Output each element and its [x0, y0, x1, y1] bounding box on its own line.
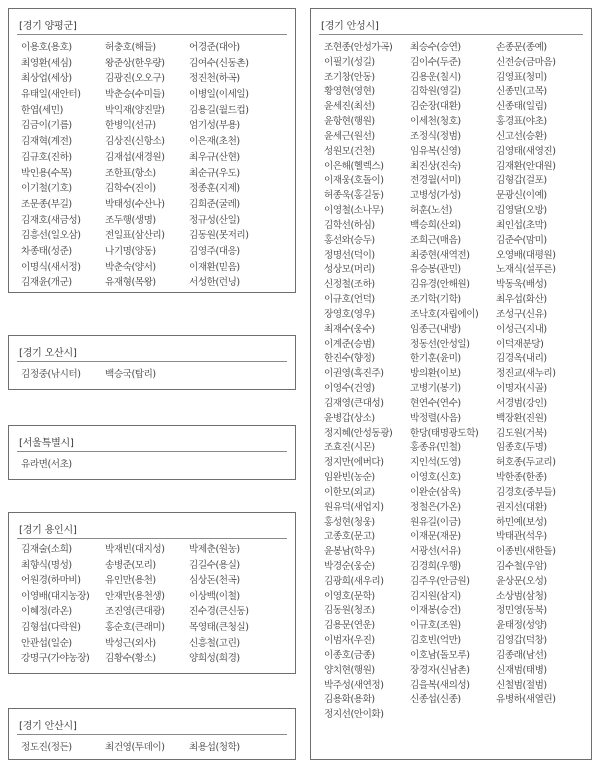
- member-name: 유승봉(관민): [410, 264, 461, 276]
- member-name: 김상진(신항소): [105, 136, 165, 148]
- member-name: 한기훈(윤미): [410, 353, 461, 365]
- member-name: 현연수(연수): [410, 397, 461, 409]
- member-name: 소상범(삼청): [496, 590, 547, 602]
- member-name: 윤세근(원선): [324, 130, 375, 142]
- member-name: 이영호(신호): [410, 472, 461, 484]
- member-name: 박한종(한종): [496, 472, 547, 484]
- member-name: 정지혜(안성동광): [324, 427, 393, 439]
- section-ansan: [8, 708, 296, 760]
- member-name: 조효진(시몬): [324, 442, 375, 454]
- member-name: 고병성(가성): [410, 190, 461, 202]
- title-underline: [17, 361, 287, 362]
- member-name: 이용호(용호): [21, 42, 72, 53]
- member-name: 김경희(우행): [410, 560, 461, 572]
- member-name: 조현종(안성가곡): [324, 42, 393, 53]
- member-name: 이호남(돌모루): [410, 649, 470, 661]
- title-underline: [17, 34, 287, 35]
- section-anseong: [310, 8, 592, 760]
- section-title: [경기 안산시]: [19, 721, 77, 732]
- member-name: 김영달(오방): [496, 205, 547, 217]
- title-underline: [17, 538, 287, 539]
- member-name: 윤봉남(학우): [324, 546, 375, 558]
- member-name: 윤세진(최선): [324, 101, 375, 113]
- member-name: 정진천(하곡): [189, 73, 240, 85]
- member-name: 정명선(덕이): [324, 249, 375, 261]
- member-name: 송병준(모리): [105, 559, 156, 571]
- member-name: 김재술(소희): [21, 544, 72, 555]
- name-list: [21, 366, 273, 381]
- member-name: 안관섭(일순): [21, 637, 72, 649]
- member-name: 최순규(우도): [189, 167, 240, 179]
- member-name: 박주성(새연정): [324, 679, 384, 691]
- member-name: 신고선(승환): [496, 130, 547, 142]
- member-name: 이필기(성길): [324, 56, 375, 68]
- member-name: 홍경표(야초): [496, 116, 547, 128]
- member-name: 조낙호(자립에이): [410, 308, 479, 320]
- title-underline: [17, 734, 287, 735]
- member-name: 이재환(믿음): [189, 261, 240, 273]
- member-name: 허종욱(홍길동): [324, 190, 384, 202]
- section-title: [경기 양평군]: [19, 21, 77, 32]
- member-name: 나기명(양동): [105, 245, 156, 257]
- member-name: 김여수(신동촌): [189, 57, 249, 69]
- member-name: 김영갑(덕창): [496, 635, 547, 647]
- member-name: 김도원(거북): [496, 427, 547, 439]
- member-name: 서경범(강인): [496, 397, 547, 409]
- member-name: 김광진(오오구): [105, 73, 165, 85]
- member-name: 윤상문(오성): [496, 575, 547, 587]
- member-name: 고병기(봉기): [410, 383, 461, 395]
- member-name: 박성근(외사): [105, 637, 156, 649]
- name-list: [21, 739, 273, 754]
- member-name: 황영현(영현): [324, 86, 375, 98]
- member-name: 정동선(안성일): [410, 338, 470, 350]
- member-name: 조두행(생명): [105, 214, 156, 226]
- member-name: 한병익(선규): [105, 120, 156, 132]
- member-name: 김경옥(내리): [496, 353, 547, 365]
- member-name: 김규호(진하): [21, 151, 72, 163]
- member-name: 조성구(신유): [496, 308, 547, 320]
- member-name: 정규성(산일): [189, 214, 240, 226]
- member-name: 최승수(승연): [410, 42, 461, 53]
- member-name: 김학선(하심): [324, 219, 375, 231]
- member-name: 김용문(연운): [324, 620, 375, 632]
- member-name: 김종래(남선): [496, 649, 547, 661]
- member-name: 김재윤(개군): [21, 277, 72, 289]
- member-name: 김영주(대응): [189, 245, 240, 257]
- member-name: 이혜정(라온): [21, 606, 72, 618]
- member-name: 백승국(탑리): [105, 369, 156, 380]
- member-name: 원유덕(새업지): [324, 501, 384, 513]
- member-name: 임종호(두명): [496, 442, 547, 454]
- member-name: 신종태(일림): [496, 101, 547, 113]
- member-name: 임종근(내방): [410, 323, 461, 335]
- member-name: 유인만(용천): [105, 575, 156, 587]
- member-name: 한엽(세민): [21, 104, 63, 116]
- member-name: 오영배(대평원): [496, 249, 556, 261]
- member-name: 김황수(황소): [105, 653, 156, 665]
- member-name: 이명자(시골): [496, 383, 547, 395]
- member-name: 김재섭(새경원): [105, 151, 165, 163]
- member-name: 이세천(청호): [410, 116, 461, 128]
- member-name: 이영배(대지농장): [21, 590, 90, 602]
- member-name: 이종호(금종): [324, 649, 375, 661]
- member-name: 김경호(중부들): [496, 486, 556, 498]
- member-name: 김광희(새우리): [324, 575, 384, 587]
- member-name: 이범자(우진): [324, 635, 375, 647]
- member-name: 조정식(정범): [410, 130, 461, 142]
- member-name: 김주우(안금원): [410, 575, 470, 587]
- member-name: 어경준(대아): [189, 42, 240, 53]
- member-name: 엄기성(부용): [189, 120, 240, 132]
- member-name: 하민예(보성): [496, 516, 547, 528]
- member-name: 장영호(영우): [324, 308, 375, 320]
- member-name: 조희근(매음): [410, 234, 461, 246]
- member-name: 박익재(양진말): [105, 104, 165, 116]
- member-name: 손종문(종예): [496, 42, 547, 53]
- member-name: 전일표(삼산리): [105, 230, 165, 242]
- member-name: 이권영(흑진주): [324, 368, 384, 380]
- member-name: 윤항현(행원): [324, 116, 375, 128]
- member-name: 김영표(청미): [496, 71, 547, 83]
- member-name: 최우규(산현): [189, 151, 240, 163]
- member-name: 조문종(부길): [21, 198, 72, 210]
- member-name: 김순장(대환): [410, 101, 461, 113]
- member-name: 강명구(가야농장): [21, 653, 90, 665]
- member-name: 어원경(하마비): [21, 575, 81, 587]
- member-name: 백승희(산외): [410, 219, 461, 231]
- member-name: 서성한(런닝): [189, 277, 240, 289]
- member-name: 홍성현(청웅): [324, 516, 375, 528]
- title-underline: [319, 34, 583, 35]
- member-name: 최재수(웅수): [324, 323, 375, 335]
- member-name: 문광신(이예): [496, 190, 547, 202]
- member-name: 목영태(큰청실): [189, 621, 249, 633]
- section-title: [경기 용인시]: [19, 525, 77, 536]
- name-list: [21, 39, 273, 290]
- member-name: 유태일(새안터): [21, 89, 81, 101]
- member-name: 이규호(조원): [410, 620, 461, 632]
- member-name: 신종민(고목): [496, 86, 547, 98]
- member-name: 백장환(진원): [496, 412, 547, 424]
- member-name: 원유길(이금): [410, 516, 461, 528]
- member-name: 김형갑(걸포): [496, 175, 547, 187]
- member-name: 이병일(이세일): [189, 89, 249, 101]
- member-name: 정지선(안이화): [324, 709, 384, 721]
- member-name: 김을복(새의성): [410, 679, 470, 691]
- member-name: 최건영(투데이): [105, 742, 165, 753]
- member-name: 김학수(진이): [105, 183, 156, 195]
- member-name: 양희성(희경): [189, 653, 240, 665]
- member-name: 노재식(설푸른): [496, 264, 556, 276]
- member-name: 김재환(안대원): [496, 160, 556, 172]
- member-name: 최영환(세심): [21, 57, 72, 69]
- member-name: 임완빈(농순): [324, 472, 375, 484]
- member-name: 지인석(도영): [410, 457, 461, 469]
- member-name: 박춘숙(양서): [105, 261, 156, 273]
- member-name: 정지만(에버다): [324, 457, 384, 469]
- section-title: [서울특별시]: [19, 438, 74, 449]
- member-name: 김용화(용화): [324, 694, 375, 706]
- member-name: 정철은(가온): [410, 501, 461, 513]
- member-name: 신종섭(신종): [410, 694, 461, 706]
- member-name: 윤병갑(상소): [324, 412, 375, 424]
- member-name: 전경월(서미): [410, 175, 461, 187]
- member-name: 박재빈(대지성): [105, 544, 165, 555]
- member-name: 박경순(웅순): [324, 560, 375, 572]
- member-name: 박정렬(사음): [410, 412, 461, 424]
- member-name: 한진수(향정): [324, 353, 375, 365]
- member-name: 박동욱(배성): [496, 279, 547, 291]
- member-name: 성상모(머리): [324, 264, 375, 276]
- member-name: 김길수(용실): [189, 559, 240, 571]
- member-name: 박인용(수목): [21, 167, 72, 179]
- member-name: 이한모(외교): [324, 486, 375, 498]
- member-name: 이재웅(호돌이): [324, 175, 384, 187]
- member-name: 김정중(낚시터): [21, 369, 81, 380]
- member-name: 한당(태명광도학): [410, 427, 479, 439]
- member-name: 김금이(기름): [21, 120, 72, 132]
- member-name: 서광선(서유): [410, 546, 461, 558]
- member-name: 신정철(조하): [324, 279, 375, 291]
- member-name: 최향식(명성): [21, 559, 72, 571]
- member-name: 김유경(안해원): [410, 279, 470, 291]
- member-name: 임유복(신영): [410, 145, 461, 157]
- section-title: [경기 오산시]: [19, 348, 77, 359]
- member-name: 이계준(승범): [324, 338, 375, 350]
- member-name: 홍선와(승두): [324, 234, 375, 246]
- section-title: [경기 안성시]: [321, 21, 379, 32]
- member-name: 김용길(월드컵): [189, 104, 249, 116]
- title-underline: [17, 451, 287, 452]
- member-name: 김지원(삼지): [410, 590, 461, 602]
- member-name: 김학원(영길): [410, 86, 461, 98]
- member-name: 진수경(큰신동): [189, 606, 249, 618]
- member-name: 안재만(용천생): [105, 590, 165, 602]
- member-name: 김이수(두준): [410, 56, 461, 68]
- member-name: 정민영(동북): [496, 605, 547, 617]
- member-name: 윤태정(성양): [496, 620, 547, 632]
- member-name: 김수철(우암): [496, 560, 547, 572]
- member-name: 유재형(목왕): [105, 277, 156, 289]
- section-seoul: [8, 425, 296, 480]
- member-name: 김호빈(억만): [410, 635, 461, 647]
- member-name: 이재문(재문): [410, 531, 461, 543]
- member-name: 김용운(칠시): [410, 71, 461, 83]
- member-name: 홍종유(민철): [410, 442, 461, 454]
- member-name: 이덕재분당): [496, 338, 544, 350]
- member-name: 박태성(수산나): [105, 198, 165, 210]
- member-name: 조기학(기학): [410, 294, 461, 306]
- member-name: 성원모(건천): [324, 145, 375, 157]
- member-name: 이종빈(새한돌): [496, 546, 556, 558]
- member-name: 홍순호(큰래미): [105, 621, 165, 633]
- member-name: 이성근(지내): [496, 323, 547, 335]
- member-name: 조진영(큰대광): [105, 606, 165, 618]
- member-name: 고종호(문고): [324, 531, 375, 543]
- member-name: 신흥철(고린): [189, 637, 240, 649]
- member-name: 이재봉(승건): [410, 605, 461, 617]
- member-name: 박태관(석우): [496, 531, 547, 543]
- member-name: 유라면(서초): [21, 459, 72, 470]
- member-name: 이영철(소나무): [324, 205, 384, 217]
- member-name: 정종훈(지제): [189, 183, 240, 195]
- member-name: 차종태(성준): [21, 245, 72, 257]
- member-name: 양치현(행원): [324, 664, 375, 676]
- member-name: 김동원(못저리): [189, 230, 249, 242]
- section-yangpyeong: [8, 8, 296, 293]
- member-name: 김재혁(계전): [21, 136, 72, 148]
- member-name: 김영태(새영진): [496, 145, 556, 157]
- name-list: [21, 456, 273, 471]
- name-list: [324, 39, 582, 721]
- member-name: 이완순(삼욱): [410, 486, 461, 498]
- member-name: 조기창(안동): [324, 71, 375, 83]
- member-name: 이기철(기호): [21, 183, 72, 195]
- member-name: 이영수(건영): [324, 383, 375, 395]
- member-name: 김재호(새금성): [21, 214, 81, 226]
- section-osan: [8, 335, 296, 390]
- member-name: 이영호(문학): [324, 590, 375, 602]
- member-name: 최진상(진숙): [410, 160, 461, 172]
- member-name: 김준수(맘미): [496, 234, 547, 246]
- member-name: 이은재(초천): [189, 136, 240, 148]
- member-name: 최중현(새역전): [410, 249, 470, 261]
- member-name: 방의환(이보): [410, 368, 461, 380]
- member-name: 김희준(굴레): [189, 198, 240, 210]
- member-name: 김동원(청조): [324, 605, 375, 617]
- member-name: 박제춘(원농): [189, 544, 240, 555]
- member-name: 허훈(노선): [410, 205, 452, 217]
- member-name: 이규호(언덕): [324, 294, 375, 306]
- member-name: 김형섭(다락원): [21, 621, 81, 633]
- member-name: 이상백(이철): [189, 590, 240, 602]
- member-name: 최인섭(초막): [496, 219, 547, 231]
- member-name: 신전승(금마음): [496, 56, 556, 68]
- member-name: 정도진(정든): [21, 742, 72, 753]
- member-name: 최우섭(화산): [496, 294, 547, 306]
- member-name: 이명식(새서정): [21, 261, 81, 273]
- member-name: 허호종(두교리): [496, 457, 556, 469]
- member-name: 신재범(태병): [496, 664, 547, 676]
- member-name: 박춘승(수미들): [105, 89, 165, 101]
- member-name: 유병하(새열린): [496, 694, 556, 706]
- member-name: 조한표(항소): [105, 167, 156, 179]
- member-name: 왕준상(한우량): [105, 57, 165, 69]
- name-list: [21, 541, 273, 666]
- member-name: 신철범(절범): [496, 679, 547, 691]
- member-name: 허충호(해들): [105, 42, 156, 53]
- member-name: 김재영(큰대성): [324, 397, 384, 409]
- member-name: 심상돈(천곡): [189, 575, 240, 587]
- member-name: 이은해(헬렉스): [324, 160, 384, 172]
- member-name: 장경자(신남촌): [410, 664, 470, 676]
- member-name: 권지선(대환): [496, 501, 547, 513]
- member-name: 최용섭(청학): [189, 742, 240, 753]
- member-name: 김흥선(일오삼): [21, 230, 81, 242]
- member-name: 정진교(새누리): [496, 368, 556, 380]
- member-name: 최상업(세상): [21, 73, 72, 85]
- section-yongin: [8, 512, 296, 674]
